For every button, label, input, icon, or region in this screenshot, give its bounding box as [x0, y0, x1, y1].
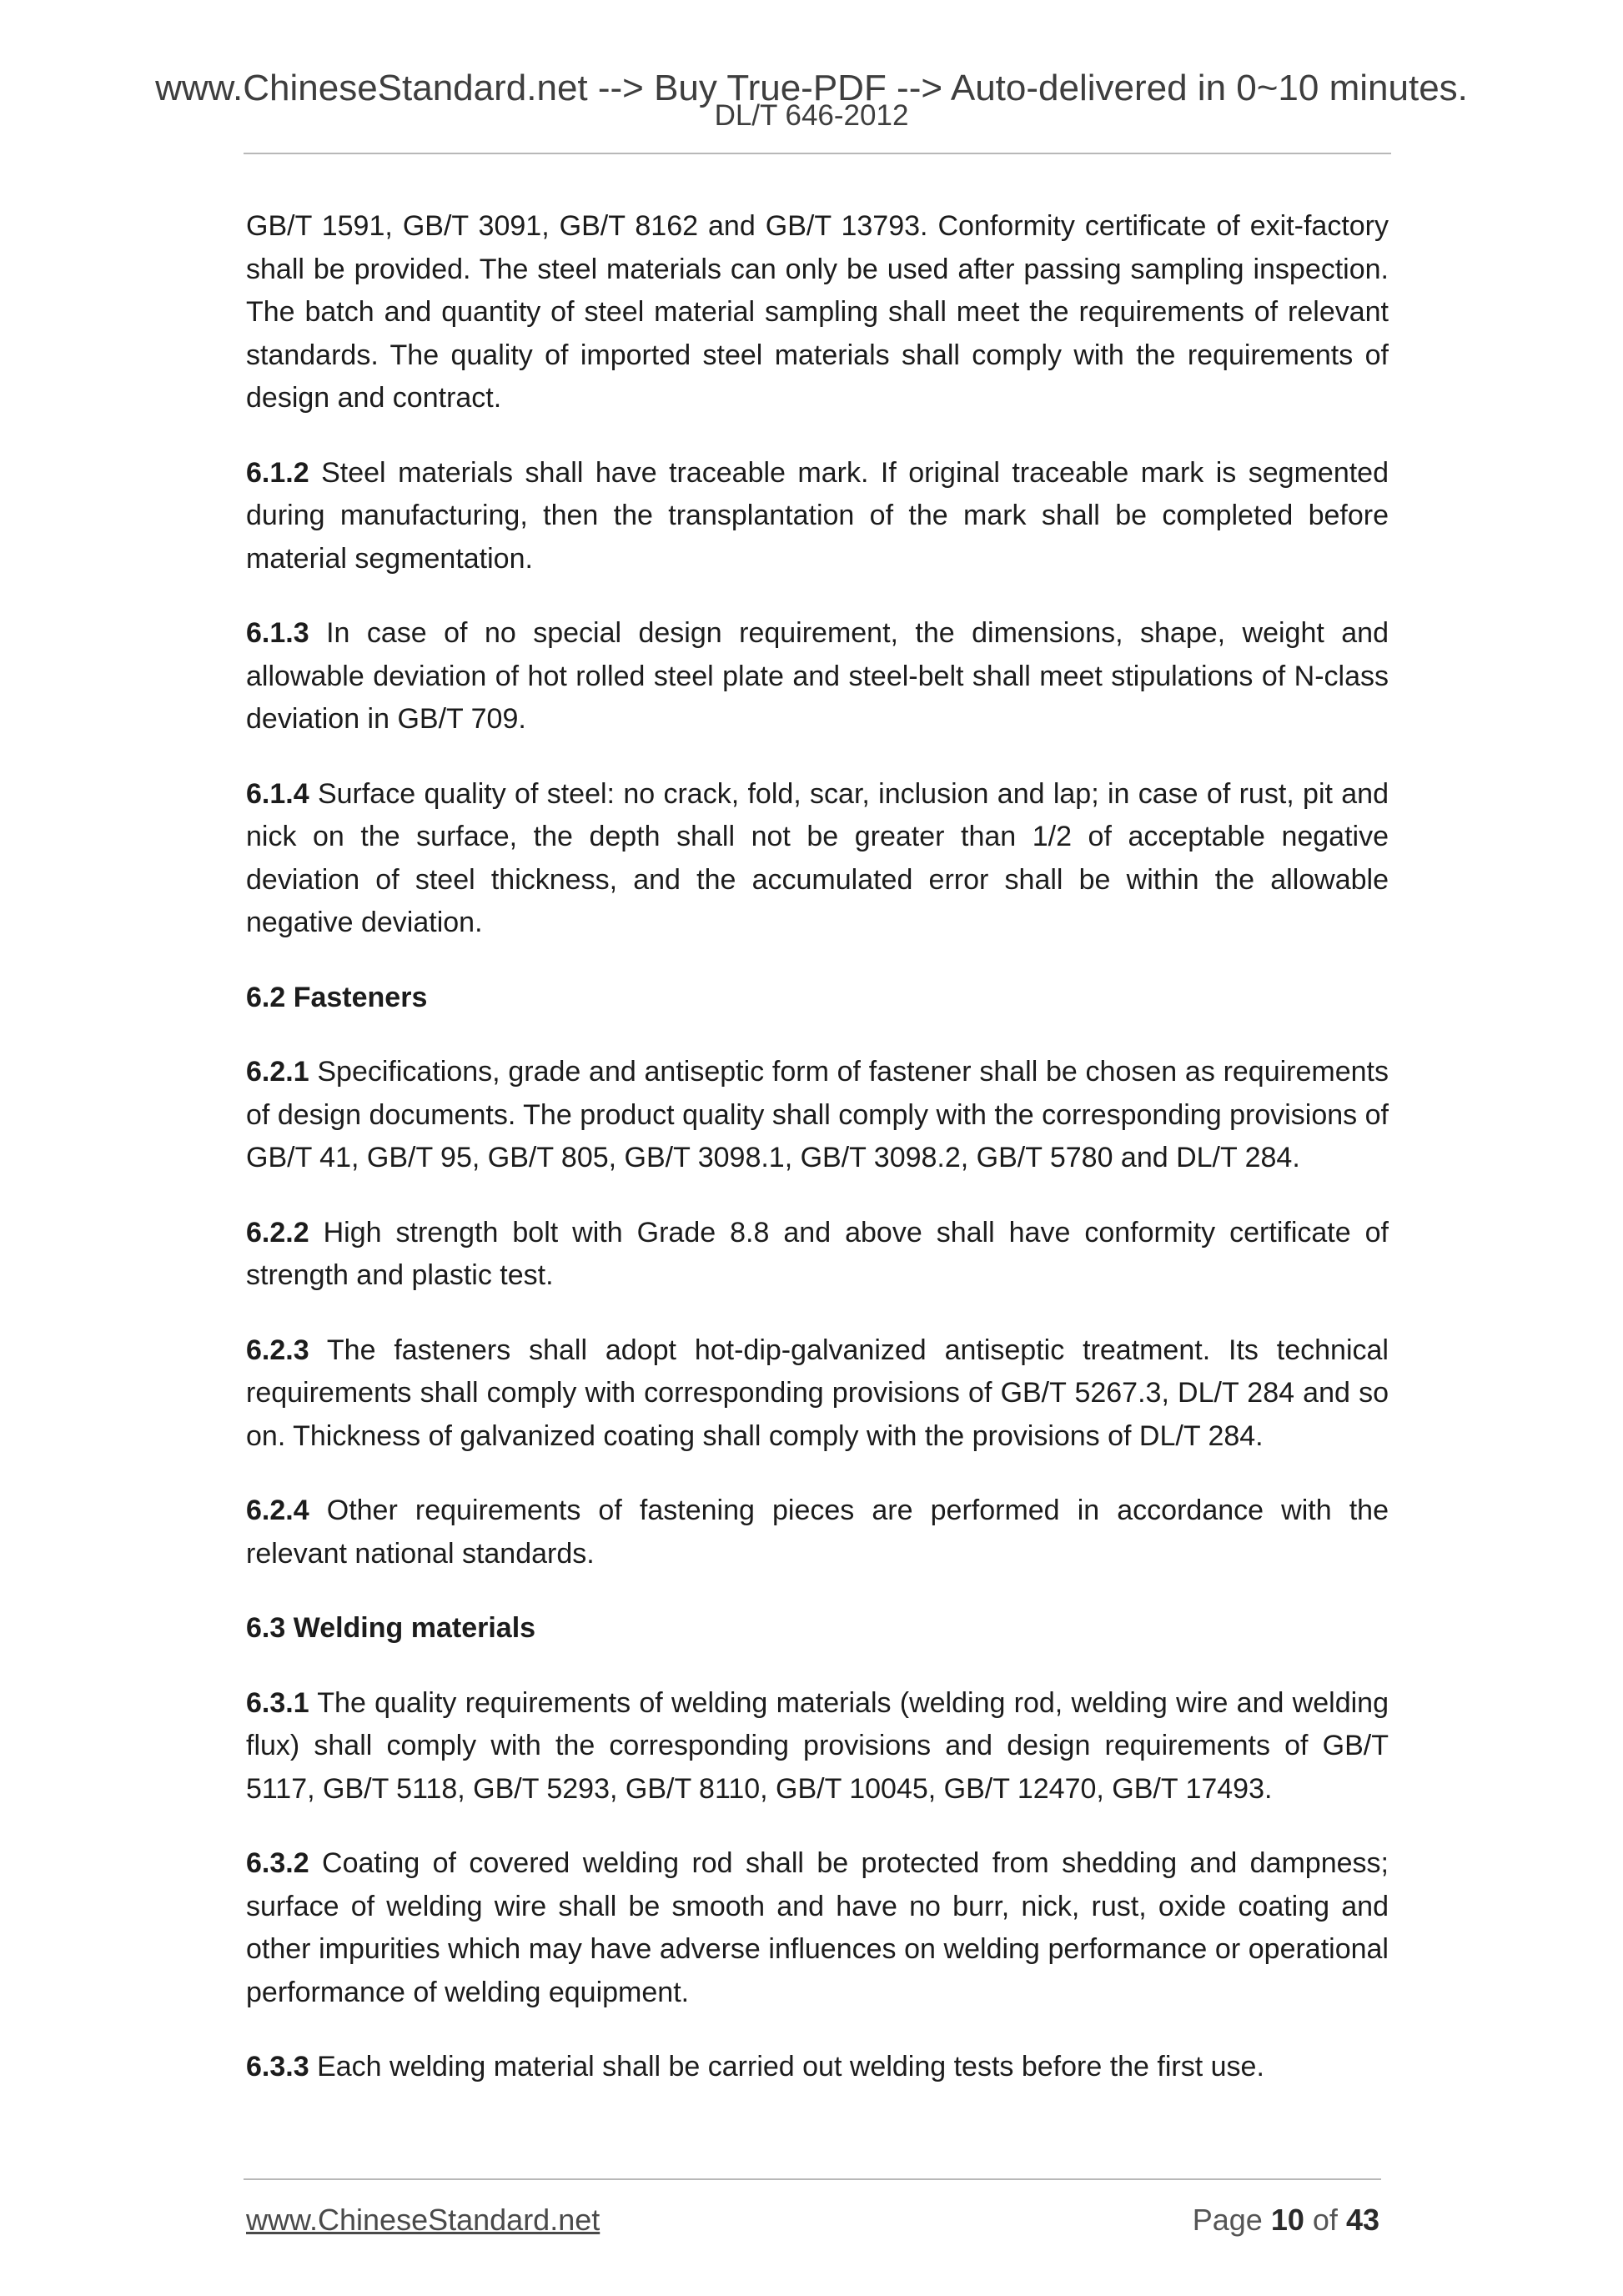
clause-text: Each welding material shall be carried out welding tests before the first use. — [317, 2051, 1264, 2082]
clause-number: 6.1.2 — [246, 456, 309, 489]
clause-number: 6.2.2 — [246, 1216, 309, 1248]
clause-text: Other requirements of fastening pieces are performed in accordance with the relevant national standards. — [246, 1495, 1389, 1570]
clause-6-2-1 — [246, 1051, 1389, 1180]
clause-6-2-3 — [246, 1329, 1389, 1459]
footer-divider — [244, 2178, 1381, 2180]
header-banner: www.ChineseStandard.net --> Buy True-PDF --> Auto-delivered in 0~10 minutes. — [155, 68, 1468, 108]
clause-6-1-3 — [246, 612, 1389, 741]
clause-number: 6.3.1 — [246, 1686, 309, 1719]
clause-text: The quality requirements of welding materials (welding rod, welding wire and welding flux) shall comply with the corresponding provisions and design requirements of GB/T 5117, GB/T 5118, GB/T 5293, GB/T 8110, GB/T 10045, GB/T 12470, GB/T 17493. — [246, 1686, 1389, 1805]
page-indicator — [1193, 2202, 1379, 2238]
clause-6-2-2 — [246, 1212, 1389, 1298]
clause-number: 6.3.3 — [246, 2051, 309, 2082]
clause-number: 6.3.2 — [246, 1847, 309, 1879]
clause-6-1-4 — [246, 773, 1389, 945]
clause-text: Specifications, grade and antiseptic form of fastener shall be chosen as requirements of design documents. The product quality shall comply with the corresponding provisions of GB/T 41, GB/T 95, GB/T 805, GB/T 3098.1, GB/T 3098.2, GB/T 5780 and DL/T 284. — [246, 1056, 1389, 1173]
paragraph-continuation — [246, 205, 1389, 420]
clause-number: 6.2.1 — [246, 1056, 309, 1088]
clause-text: The fasteners shall adopt hot-dip-galvanized antiseptic treatment. Its technical requirements shall comply with corresponding provisions of GB/T 5267.3, DL/T 284 and so on. Thickness of galvanized coating shall comply with the provisions of DL/T 284. — [246, 1334, 1389, 1452]
section-heading-welding-materials: 6.3 Welding materials — [246, 1612, 536, 1644]
page-current: 10 — [1270, 2203, 1304, 2237]
page-of-label: of — [1312, 2203, 1338, 2237]
page-total: 43 — [1345, 2203, 1379, 2237]
clause-text: Coating of covered welding rod shall be protected from shedding and dampness; surface of welding wire shall be smooth and have no burr, nick, rust, oxide coating and other impurities which may have adverse influences on welding performance or operational performance of welding equipment. — [246, 1847, 1389, 2008]
clause-number: 6.2.3 — [246, 1334, 309, 1366]
document-code: DL/T 646-2012 — [714, 99, 909, 132]
header-divider — [244, 153, 1391, 154]
clause-text: Surface quality of steel: no crack, fold, scar, inclusion and lap; in case of rust, pit and nick on the surface, the depth shall not be greater than 1/2 of acceptable negative deviation of steel thickness, and the accumulated error shall be within the allowable negative deviation. — [246, 777, 1389, 938]
clause-text: Steel materials shall have traceable mark. If original traceable mark is segmented during manufacturing, then the transplantation of the mark shall be completed before material segmentation. — [246, 456, 1389, 575]
clause-text: In case of no special design requirement, the dimensions, shape, weight and allowable deviation of hot rolled steel plate and steel-belt shall meet stipulations of N-class deviation in GB/T 709. — [246, 617, 1389, 735]
clause-number: 6.2.4 — [246, 1495, 309, 1526]
clause-6-3-3 — [246, 2046, 1389, 2089]
paragraph-text: GB/T 1591, GB/T 3091, GB/T 8162 and GB/T 13793. Conformity certificate of exit-factory shall be provided. The steel materials can only be used after passing sampling inspection. The batch and quantity of steel material sampling shall meet the requirements of relevant standards. The quality of imported steel materials shall comply with the requirements of design and contract. — [246, 210, 1389, 414]
page-label: Page — [1192, 2203, 1263, 2237]
page-body — [246, 205, 1389, 2121]
clause-6-3-2 — [246, 1842, 1389, 2014]
clause-number: 6.1.3 — [246, 617, 309, 649]
clause-6-3-1 — [246, 1682, 1389, 1811]
section-heading-fasteners: 6.2 Fasteners — [246, 981, 428, 1013]
footer-site-link[interactable]: www.ChineseStandard.net — [246, 2203, 600, 2237]
clause-text: High strength bolt with Grade 8.8 and above shall have conformity certificate of strength and plastic test. — [246, 1216, 1389, 1291]
clause-number: 6.1.4 — [246, 777, 309, 810]
clause-6-2-4 — [246, 1490, 1389, 1575]
clause-6-1-2 — [246, 452, 1389, 581]
